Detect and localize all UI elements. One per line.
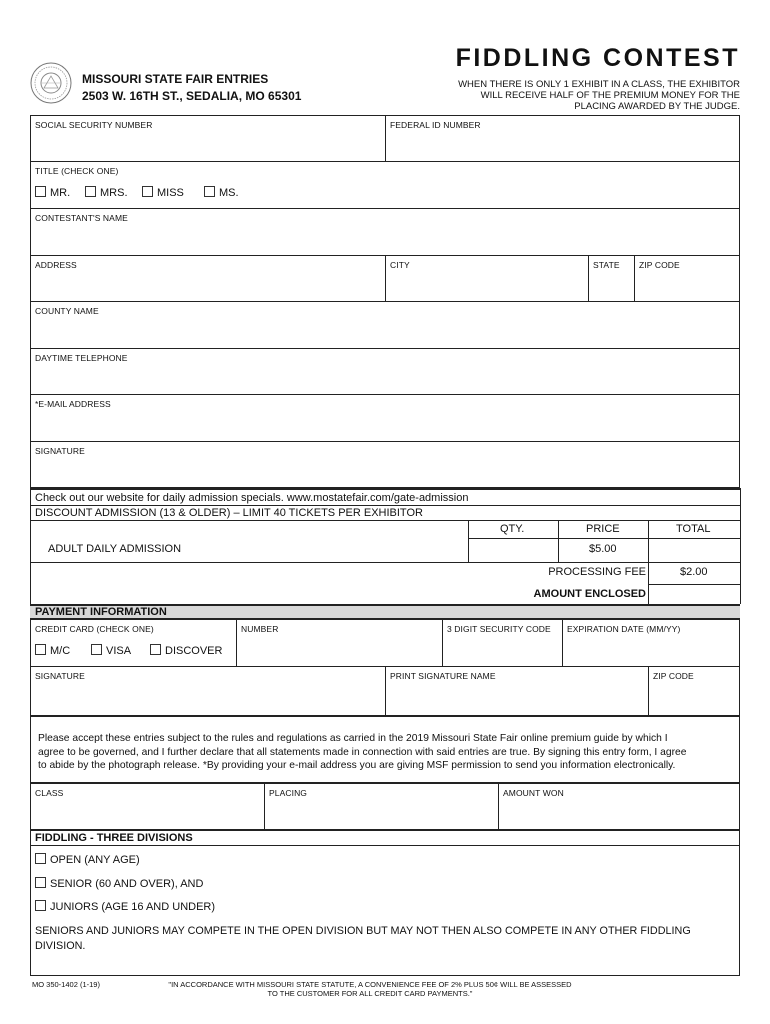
ssn-label: SOCIAL SECURITY NUMBER (35, 120, 153, 130)
adult-admission-price: $5.00 (589, 543, 617, 555)
agreement-text (38, 732, 738, 773)
payment-zip-field[interactable] (649, 683, 739, 715)
title-option-label: MRS. (100, 187, 128, 199)
org-name: MISSOURI STATE FAIR ENTRIES (82, 72, 269, 86)
expiration-field[interactable] (563, 636, 739, 665)
card-option-label: VISA (106, 645, 132, 657)
division-option-juniors[interactable] (35, 900, 215, 913)
processing-fee-value: $2.00 (680, 566, 708, 578)
title-label: TITLE (CHECK ONE) (35, 166, 119, 176)
agreement-line: Please accept these entries subject to the rules and regulations as carried in the 2019 Missouri State Fair online premium guide by which I (38, 733, 668, 744)
card-number-field[interactable] (237, 636, 441, 665)
address-label: ADDRESS (35, 260, 77, 270)
class-label: CLASS (35, 788, 64, 798)
agreement-line: agree to be governed, and I further declare that all statements made in connection with said entries are true. By signing this entry form, I agree (38, 746, 687, 758)
placing-field[interactable] (265, 800, 497, 829)
payment-zip-label: ZIP CODE (653, 671, 694, 681)
phone-field[interactable] (31, 365, 739, 393)
division-option-open[interactable] (35, 853, 140, 866)
total-header: TOTAL (676, 523, 711, 535)
checkbox-icon[interactable] (85, 186, 96, 197)
fein-label: FEDERAL ID NUMBER (390, 120, 481, 130)
class-field[interactable] (31, 800, 263, 829)
payment-signature-label: SIGNATURE (35, 671, 85, 681)
form-number: MO 350-1402 (1-19) (32, 980, 100, 989)
amount-won-label: AMOUNT WON (503, 788, 564, 798)
title-option-mr[interactable] (35, 186, 70, 199)
single-exhibit-notice (410, 79, 740, 112)
title-option-miss[interactable] (142, 186, 184, 199)
checkbox-icon[interactable] (91, 644, 102, 655)
print-name-field[interactable] (386, 683, 647, 715)
card-option-visa[interactable] (91, 644, 131, 657)
title-option-label: MS. (219, 187, 239, 199)
title-option-label: MISS (157, 187, 184, 199)
form-title: FIDDLING CONTEST (455, 44, 740, 72)
payment-section-title: PAYMENT INFORMATION (35, 606, 167, 618)
amount-won-field[interactable] (499, 800, 739, 829)
signature-label: SIGNATURE (35, 446, 85, 456)
qty-header: QTY. (500, 523, 525, 535)
zip-field[interactable] (635, 272, 739, 300)
card-option-discover[interactable] (150, 644, 222, 657)
divisions-note-line: DIVISION. (35, 940, 86, 952)
city-field[interactable] (386, 272, 587, 300)
state-seal-icon (30, 62, 72, 104)
credit-card-label: CREDIT CARD (CHECK ONE) (35, 624, 154, 634)
payment-signature-field[interactable] (31, 683, 384, 715)
checkbox-icon[interactable] (35, 853, 46, 864)
address-field[interactable] (31, 272, 384, 300)
contestant-name-label: CONTESTANT'S NAME (35, 213, 128, 223)
card-option-label: DISCOVER (165, 645, 223, 657)
notice-line: PLACING AWARDED BY THE JUDGE. (574, 101, 740, 112)
fein-field[interactable] (386, 132, 739, 160)
total-field[interactable] (649, 539, 739, 561)
processing-fee-label: PROCESSING FEE (548, 566, 646, 578)
card-option-label: M/C (50, 645, 71, 657)
divisions-note-line: SENIORS AND JUNIORS MAY COMPETE IN THE OPEN DIVISION BUT MAY NOT THEN ALSO COMPETE IN ANY OTHER FIDDLING (35, 925, 691, 937)
phone-label: DAYTIME TELEPHONE (35, 353, 128, 363)
email-label: *E-MAIL ADDRESS (35, 399, 111, 409)
title-option-ms[interactable] (204, 186, 239, 199)
price-header: PRICE (586, 523, 620, 535)
fee-line: "IN ACCORDANCE WITH MISSOURI STATE STATUTE, A CONVENIENCE FEE OF 2% PLUS 50¢ WILL BE ASSESSED (168, 980, 572, 989)
title-option-label: MR. (50, 187, 71, 199)
division-option-label: JUNIORS (AGE 16 AND UNDER) (50, 901, 216, 913)
signature-field[interactable] (31, 458, 739, 486)
discount-line: DISCOUNT ADMISSION (13 & OLDER) – LIMIT 40 TICKETS PER EXHIBITOR (35, 507, 423, 519)
county-label: COUNTY NAME (35, 306, 99, 316)
amount-enclosed-field[interactable] (649, 585, 739, 603)
zip-label: ZIP CODE (639, 260, 680, 270)
adult-admission-label: ADULT DAILY ADMISSION (48, 543, 182, 555)
org-address: 2503 W. 16TH ST., SEDALIA, MO 65301 (82, 89, 302, 103)
placing-label: PLACING (269, 788, 308, 798)
ssn-field[interactable] (31, 132, 384, 160)
expiration-label: EXPIRATION DATE (MM/YY) (567, 624, 681, 634)
print-name-label: PRINT SIGNATURE NAME (390, 671, 496, 681)
security-code-label: 3 DIGIT SECURITY CODE (447, 624, 551, 634)
checkbox-icon[interactable] (35, 900, 46, 911)
state-field[interactable] (589, 272, 633, 300)
fee-line: TO THE CUSTOMER FOR ALL CREDIT CARD PAYMENTS." (267, 989, 473, 998)
checkbox-icon[interactable] (35, 644, 46, 655)
card-number-label: NUMBER (241, 624, 279, 634)
card-option-mc[interactable] (35, 644, 70, 657)
security-code-field[interactable] (443, 636, 561, 665)
division-option-senior[interactable] (35, 877, 203, 890)
notice-line: WILL RECEIVE HALF OF THE PREMIUM MONEY FOR THE (480, 90, 740, 101)
checkbox-icon[interactable] (142, 186, 153, 197)
payment-section-bar (30, 604, 740, 619)
divisions-note (35, 924, 735, 954)
contestant-name-field[interactable] (31, 225, 739, 254)
state-label: STATE (593, 260, 620, 270)
checkbox-icon[interactable] (204, 186, 215, 197)
city-label: CITY (390, 260, 410, 270)
division-option-label: OPEN (ANY AGE) (50, 854, 140, 866)
notice-line: WHEN THERE IS ONLY 1 EXHIBIT IN A CLASS, THE EXHIBITOR (458, 79, 740, 90)
county-field[interactable] (31, 318, 739, 347)
title-option-mrs[interactable] (85, 186, 128, 199)
qty-field[interactable] (469, 539, 557, 561)
division-option-label: SENIOR (60 AND OVER), AND (50, 878, 204, 890)
email-field[interactable] (31, 411, 739, 440)
convenience-fee-notice (160, 980, 580, 998)
divisions-title: FIDDLING - THREE DIVISIONS (35, 832, 193, 844)
checkbox-icon[interactable] (150, 644, 161, 655)
website-note: Check out our website for daily admission specials. www.mostatefair.com/gate-admission (35, 492, 469, 504)
checkbox-icon[interactable] (35, 186, 46, 197)
checkbox-icon[interactable] (35, 877, 46, 888)
agreement-line: to abide by the photograph release. *By providing your e-mail address you are giving MSF permission to send you information electronically. (38, 760, 676, 771)
amount-enclosed-label: AMOUNT ENCLOSED (533, 588, 646, 600)
